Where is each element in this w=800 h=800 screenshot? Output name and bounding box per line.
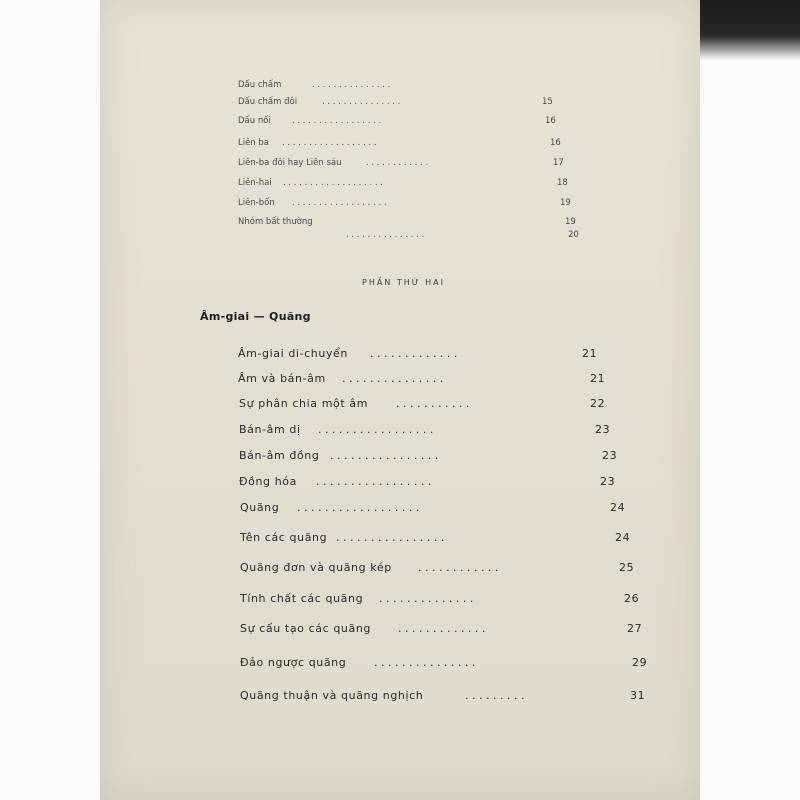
dot-leader: . . . . . . . . . . . . . . . xyxy=(312,80,391,90)
toc-entry xyxy=(240,689,646,702)
dot-leader: . . . . . . . . . xyxy=(465,689,525,702)
dot-leader: . . . . . . . . . . . . xyxy=(366,158,429,168)
toc-entry-title: Dấu chấm xyxy=(238,80,282,90)
dot-leader: . . . . . . . . . . . . . . . . . . . xyxy=(283,178,383,188)
toc-entry xyxy=(240,656,648,669)
dot-leader: . . . . . . . . . . . . . . . xyxy=(374,656,476,669)
toc-entry xyxy=(238,97,553,107)
toc-entry-title: Âm-giai di-chuyển xyxy=(238,347,348,360)
dot-leader: . . . . . . . . . . . . xyxy=(418,561,499,574)
toc-entry-page: 16 xyxy=(550,138,561,148)
toc-entry xyxy=(238,178,568,188)
dot-leader: . . . . . . . . . . . . . . . . . xyxy=(316,475,432,488)
toc-entry-page: 19 xyxy=(565,217,576,227)
dot-leader: . . . . . . . . . . . . . . . xyxy=(322,97,401,107)
toc-entry xyxy=(239,449,618,462)
dot-leader: . . . . . . . . . . . . . . . xyxy=(342,372,444,385)
toc-entry-title: Liên-ba đôi hay Liên sáu xyxy=(238,158,342,168)
toc-entry-title: Sự phân chia một âm xyxy=(239,397,369,410)
toc-entry-title: Quãng thuận và quãng nghịch xyxy=(240,689,424,702)
dot-leader: . . . . . . . . . . . . . . . . . xyxy=(292,116,382,126)
toc-entry-page: 25 xyxy=(619,561,635,574)
toc-entry-page: 23 xyxy=(595,423,611,436)
toc-entry xyxy=(238,198,571,208)
toc-entry xyxy=(238,116,556,126)
toc-entry-title: Đảo ngược quãng xyxy=(240,656,347,669)
dot-leader: . . . . . . . . . . . . . . . . . . xyxy=(292,198,387,208)
toc-entry xyxy=(238,80,391,90)
toc-entry xyxy=(239,397,606,410)
toc-entry-page: 21 xyxy=(590,372,606,385)
toc-entry xyxy=(238,217,576,227)
toc-entry-page: 23 xyxy=(602,449,618,462)
toc-entry-page: 27 xyxy=(627,622,643,635)
toc-entry xyxy=(238,158,564,168)
toc-entry-page: 20 xyxy=(568,230,579,240)
toc-entry-title: Tên các quãng xyxy=(240,531,328,544)
toc-entry-page: 16 xyxy=(545,116,556,126)
toc-entry-page: 24 xyxy=(615,531,631,544)
toc-entry-page: 18 xyxy=(557,178,568,188)
dot-leader: . . . . . . . . . . . . . . . . . xyxy=(318,423,434,436)
toc-entry-title: Bán-âm dị xyxy=(239,423,301,436)
toc-entry-title: Tính chất các quãng xyxy=(240,592,364,605)
background-right xyxy=(700,0,800,800)
toc-entry-title: Liên-hai xyxy=(238,178,272,188)
dot-leader: . . . . . . . . . . . . . xyxy=(370,347,458,360)
toc-entry-title: Liên-bốn xyxy=(238,198,275,208)
toc-entry-title: Âm và bán-âm xyxy=(238,372,326,385)
toc-entry xyxy=(238,138,561,148)
toc-entry xyxy=(240,592,640,605)
toc-entry xyxy=(239,475,616,488)
dot-leader: . . . . . . . . . . . xyxy=(396,397,470,410)
part-heading: PHẦN THỨ HAI xyxy=(362,278,445,287)
toc-entry xyxy=(240,561,635,574)
toc-entry xyxy=(239,423,611,436)
toc-entry-title: Dấu nối xyxy=(238,116,271,126)
toc-entry-page: 17 xyxy=(553,158,564,168)
toc-entry-title: Liên ba xyxy=(238,138,270,148)
toc-entry-title: Quãng xyxy=(240,501,280,514)
toc-entry-page: 15 xyxy=(542,97,553,107)
dot-leader: . . . . . . . . . . . . . . . xyxy=(346,230,425,240)
toc-entry xyxy=(240,622,643,635)
dark-corner xyxy=(700,0,800,60)
dot-leader: . . . . . . . . . . . . . xyxy=(398,622,486,635)
toc-entry-page: 22 xyxy=(590,397,606,410)
toc-entry-page: 21 xyxy=(582,347,598,360)
background-left xyxy=(0,0,100,800)
toc-entry-title: Đồng hóa xyxy=(239,475,297,488)
toc-entry-page: 29 xyxy=(632,656,648,669)
toc-entry xyxy=(238,372,606,385)
section-title: Âm-giai — Quãng xyxy=(200,310,311,323)
toc-entry-page: 24 xyxy=(610,501,626,514)
dot-leader: . . . . . . . . . . . . . . . . . . xyxy=(297,501,420,514)
toc-entry-page: 19 xyxy=(560,198,571,208)
toc-entry xyxy=(240,501,626,514)
toc-entry-page: 26 xyxy=(624,592,640,605)
toc-entry-title: Nhóm bất thường xyxy=(238,217,313,227)
dot-leader: . . . . . . . . . . . . . . xyxy=(379,592,474,605)
toc-entry-title: Bán-âm đồng xyxy=(239,449,320,462)
toc-entry-page: 31 xyxy=(630,689,646,702)
toc-entry-page: 23 xyxy=(600,475,616,488)
toc-entry-title: Quãng đơn và quãng kép xyxy=(240,561,392,574)
dot-leader: . . . . . . . . . . . . . . . . . . xyxy=(282,138,377,148)
dot-leader: . . . . . . . . . . . . . . . . xyxy=(336,531,445,544)
toc-entry-title: Dấu chấm đôi xyxy=(238,97,298,107)
toc-entry xyxy=(238,347,598,360)
dot-leader: . . . . . . . . . . . . . . . . xyxy=(330,449,439,462)
toc-entry-title: Sự cấu tạo các quãng xyxy=(240,622,371,635)
toc-entry xyxy=(240,531,631,544)
